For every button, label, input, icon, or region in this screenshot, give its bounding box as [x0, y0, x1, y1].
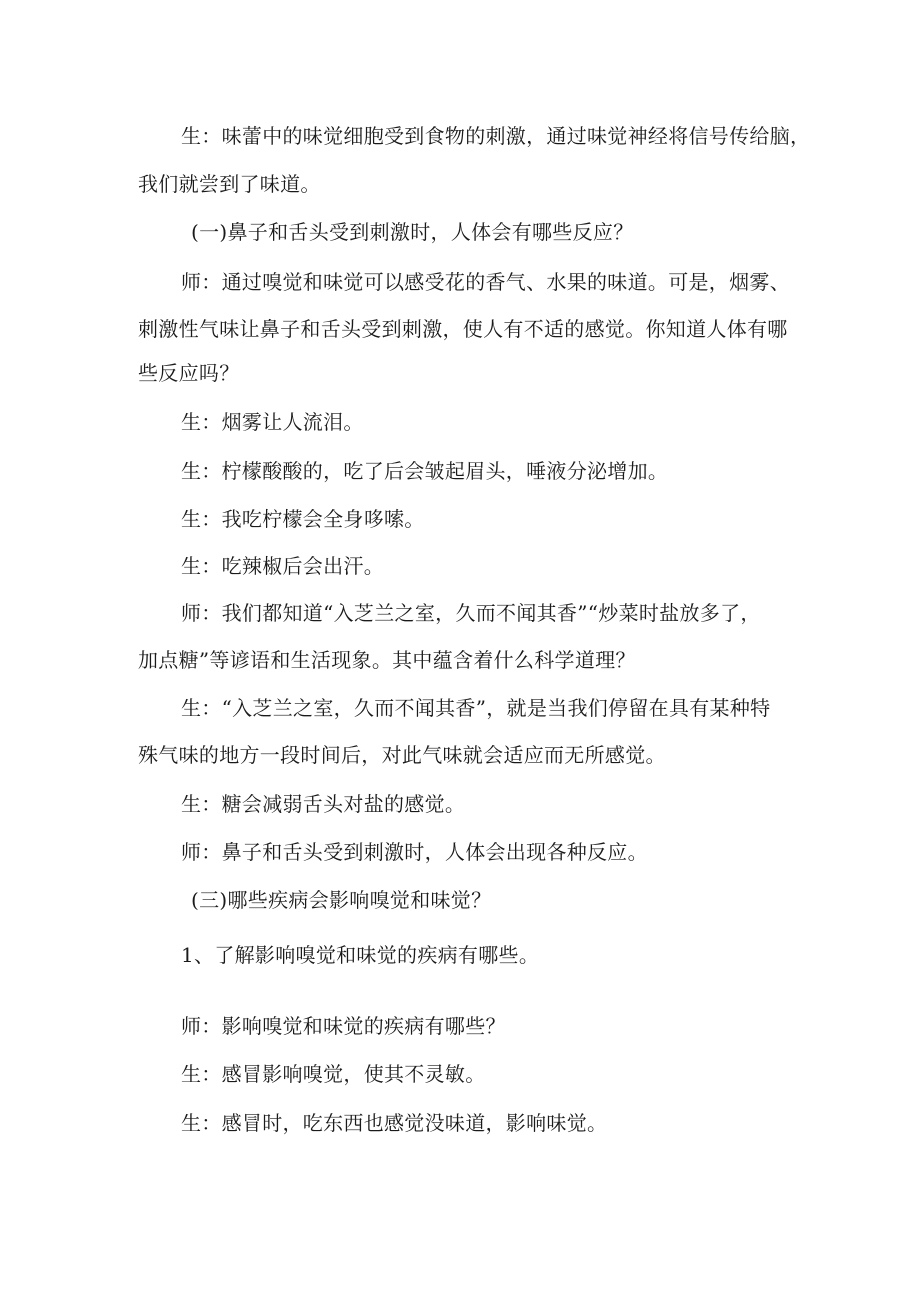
text-line: 我们就尝到了味道。	[138, 172, 321, 196]
text-line: 师：通过嗅觉和味觉可以感受花的香气、水果的味道。可是，烟雾、	[181, 270, 790, 294]
text-line: 生：“入芝兰之室，久而不闻其香”，就是当我们停留在具有某种特	[181, 696, 771, 720]
text-line: 生：糖会减弱舌头对盐的感觉。	[181, 792, 466, 816]
text-line: 生：吃辣椒后会出汗。	[181, 554, 384, 578]
section-heading: (一)鼻子和舌头受到刺激时，人体会有哪些反应？	[191, 220, 634, 244]
text-line: 生：柠檬酸酸的，吃了后会皱起眉头，唾液分泌增加。	[181, 459, 669, 483]
text-line: 殊气味的地方一段时间后，对此气味就会适应而无所感觉。	[138, 743, 666, 767]
text-line: 刺激性气味让鼻子和舌头受到刺激，使人有不适的感觉。你知道人体有哪	[138, 317, 788, 341]
subsection-heading: 1、了解影响嗅觉和味觉的疾病有哪些。	[181, 943, 540, 967]
text-line: 生：感冒影响嗅觉，使其不灵敏。	[181, 1062, 486, 1086]
text-line: 师：我们都知道“入芝兰之室，久而不闻其香”“炒菜时盐放多了，	[181, 601, 761, 625]
section-heading: (三)哪些疾病会影响嗅觉和味觉？	[191, 888, 492, 912]
text-line: 生：感冒时，吃东西也感觉没味道，影响味觉。	[181, 1111, 608, 1135]
text-line: 加点糖”等谚语和生活现象。其中蕴含着什么科学道理？	[138, 648, 636, 672]
text-line: 生：我吃柠檬会全身哆嗦。	[181, 507, 425, 531]
text-line: 师：影响嗅觉和味觉的疾病有哪些？	[181, 1014, 506, 1038]
text-line: 生：烟雾让人流泪。	[181, 410, 364, 434]
text-line: 些反应吗？	[138, 361, 240, 385]
text-line: 生：味蕾中的味觉细胞受到食物的刺激，通过味觉神经将信号传给脑，	[181, 124, 811, 148]
text-line: 师：鼻子和舌头受到刺激时，人体会出现各种反应。	[181, 840, 648, 864]
